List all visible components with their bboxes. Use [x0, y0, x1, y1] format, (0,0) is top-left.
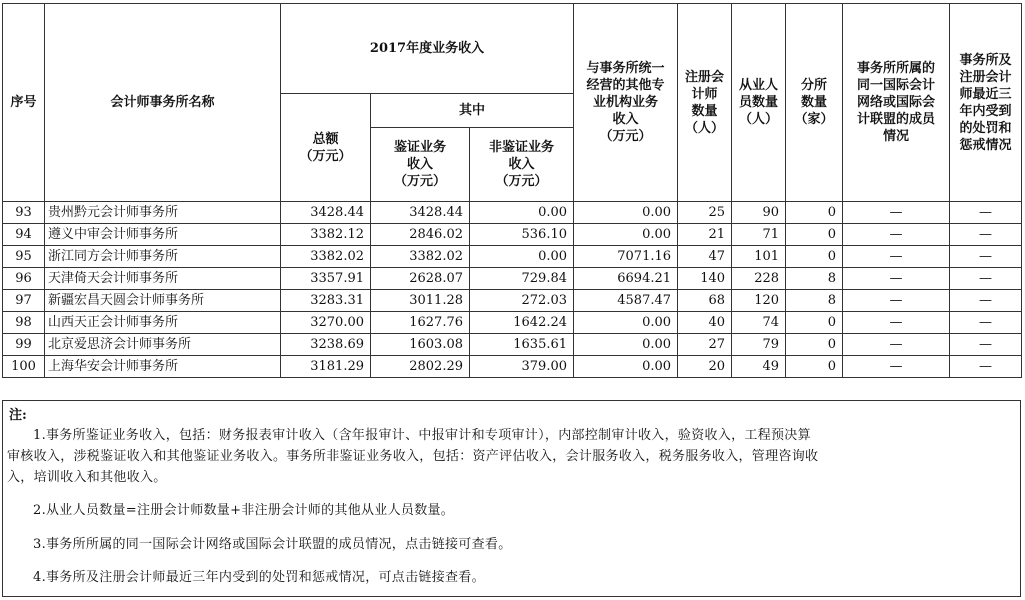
cell-firm-name: 浙江同方会计师事务所 [45, 246, 281, 268]
cell-firm-name: 上海华安会计师事务所 [45, 356, 281, 378]
header-total: 总额 （万元） [281, 94, 371, 202]
cell-cpa-count: 25 [678, 202, 732, 224]
cell-firm-name: 北京爱思济会计师事务所 [45, 334, 281, 356]
cell-other-income: 0.00 [574, 312, 678, 334]
cell-assurance: 1603.08 [371, 334, 470, 356]
table-row [3, 334, 1022, 356]
cell-other-income: 0.00 [574, 202, 678, 224]
cell-non-assurance: 536.10 [470, 224, 574, 246]
table-row [3, 290, 1022, 312]
note-4: 4.事务所及注册会计师最近三年内受到的处罚和惩戒情况，可点击链接查看。 [33, 570, 485, 585]
cell-non-assurance: 379.00 [470, 356, 574, 378]
cell-intl-network-link[interactable]: — [843, 312, 950, 334]
cell-staff-count: 79 [732, 334, 786, 356]
cell-cpa-count: 47 [678, 246, 732, 268]
cell-intl-network-link[interactable]: — [843, 356, 950, 378]
cell-total: 3382.12 [281, 224, 371, 246]
cell-assurance: 3428.44 [371, 202, 470, 224]
note-3: 3.事务所所属的同一国际会计网络或国际会计联盟的成员情况，点击链接可查看。 [33, 537, 512, 552]
cell-assurance: 3382.02 [371, 246, 470, 268]
cell-total: 3238.69 [281, 334, 371, 356]
cell-firm-name: 天津倚天会计师事务所 [45, 268, 281, 290]
cell-other-income: 0.00 [574, 334, 678, 356]
cell-penalties-link[interactable]: — [950, 290, 1022, 312]
cell-seq: 95 [3, 246, 45, 268]
table-row [3, 224, 1022, 246]
header-cpa-count: 注册会 计师 数量 （人） [678, 4, 732, 202]
cell-non-assurance: 0.00 [470, 202, 574, 224]
cell-penalties-link[interactable]: — [950, 268, 1022, 290]
cell-non-assurance: 1635.61 [470, 334, 574, 356]
cell-staff-count: 74 [732, 312, 786, 334]
header-firm-name: 会计师事务所名称 [45, 4, 281, 202]
cell-intl-network-link[interactable]: — [843, 202, 950, 224]
cell-firm-name: 新疆宏昌天圆会计师事务所 [45, 290, 281, 312]
header-assurance: 鉴证业务 收入 （万元） [371, 128, 470, 202]
cell-staff-count: 49 [732, 356, 786, 378]
notes-section [2, 400, 1021, 597]
cell-penalties-link[interactable]: — [950, 224, 1022, 246]
cell-intl-network-link[interactable]: — [843, 268, 950, 290]
cell-branch-count: 8 [786, 290, 843, 312]
cell-seq: 97 [3, 290, 45, 312]
cell-staff-count: 71 [732, 224, 786, 246]
cell-intl-network-link[interactable]: — [843, 246, 950, 268]
cell-staff-count: 90 [732, 202, 786, 224]
cell-non-assurance: 0.00 [470, 246, 574, 268]
cell-cpa-count: 21 [678, 224, 732, 246]
header-intl-network[interactable]: 事务所所属的 同一国际会计 网络或国际会 计联盟的成员 情况 [843, 4, 950, 202]
cell-intl-network-link[interactable]: — [843, 334, 950, 356]
header-non-assurance: 非鉴证业务 收入 （万元） [470, 128, 574, 202]
cell-other-income: 6694.21 [574, 268, 678, 290]
cell-total: 3270.00 [281, 312, 371, 334]
header-branch-count: 分所 数量 （家） [786, 4, 843, 202]
cell-seq: 93 [3, 202, 45, 224]
cell-total: 3382.02 [281, 246, 371, 268]
note-1-line-3: 入，培训收入和其他收入。 [7, 470, 167, 485]
cell-intl-network-link[interactable]: — [843, 290, 950, 312]
cell-penalties-link[interactable]: — [950, 246, 1022, 268]
cell-intl-network-link[interactable]: — [843, 224, 950, 246]
cell-branch-count: 0 [786, 224, 843, 246]
cell-staff-count: 120 [732, 290, 786, 312]
notes-label: 注: [9, 408, 27, 423]
cell-assurance: 3011.28 [371, 290, 470, 312]
table-row [3, 312, 1022, 334]
cell-non-assurance: 1642.24 [470, 312, 574, 334]
cell-assurance: 2846.02 [371, 224, 470, 246]
cell-other-income: 0.00 [574, 356, 678, 378]
table-row [3, 356, 1022, 378]
cell-assurance: 2628.07 [371, 268, 470, 290]
cell-seq: 94 [3, 224, 45, 246]
cell-branch-count: 0 [786, 202, 843, 224]
cell-cpa-count: 68 [678, 290, 732, 312]
cell-cpa-count: 27 [678, 334, 732, 356]
cell-staff-count: 228 [732, 268, 786, 290]
cell-cpa-count: 40 [678, 312, 732, 334]
cell-penalties-link[interactable]: — [950, 312, 1022, 334]
cell-penalties-link[interactable]: — [950, 356, 1022, 378]
cell-seq: 99 [3, 334, 45, 356]
header-staff-count: 从业人 员数量 （人） [732, 4, 786, 202]
cell-firm-name: 山西天正会计师事务所 [45, 312, 281, 334]
cell-firm-name: 遵义中审会计师事务所 [45, 224, 281, 246]
cell-total: 3428.44 [281, 202, 371, 224]
cell-non-assurance: 729.84 [470, 268, 574, 290]
header-penalties[interactable]: 事务所及 注册会计 师最近三 年内受到 的处罚和 惩戒情况 [950, 4, 1022, 202]
cell-non-assurance: 272.03 [470, 290, 574, 312]
note-1-line-2: 审核收入，涉税鉴证收入和其他鉴证业务收入。事务所非鉴证业务收入，包括：资产评估收入，会计服务收入，税务服务收入，管理咨询收 [7, 449, 819, 464]
cell-seq: 96 [3, 268, 45, 290]
cell-other-income: 4587.47 [574, 290, 678, 312]
table-row [3, 268, 1022, 290]
cell-penalties-link[interactable]: — [950, 334, 1022, 356]
cell-cpa-count: 140 [678, 268, 732, 290]
cell-other-income: 0.00 [574, 224, 678, 246]
cell-branch-count: 0 [786, 312, 843, 334]
firm-income-table [2, 3, 1022, 378]
cell-branch-count: 0 [786, 246, 843, 268]
header-seq: 序号 [3, 4, 45, 202]
cell-assurance: 2802.29 [371, 356, 470, 378]
cell-total: 3357.91 [281, 268, 371, 290]
cell-seq: 98 [3, 312, 45, 334]
table-row [3, 246, 1022, 268]
cell-assurance: 1627.76 [371, 312, 470, 334]
note-1-line-1: 1.事务所鉴证业务收入，包括：财务报表审计收入（含年报审计、中报审计和专项审计），内部控制审计收入，验资收入，工程预决算 [33, 428, 811, 443]
cell-branch-count: 0 [786, 334, 843, 356]
cell-total: 3283.31 [281, 290, 371, 312]
cell-branch-count: 0 [786, 356, 843, 378]
cell-penalties-link[interactable]: — [950, 202, 1022, 224]
cell-total: 3181.29 [281, 356, 371, 378]
cell-firm-name: 贵州黔元会计师事务所 [45, 202, 281, 224]
table-row [3, 202, 1022, 224]
cell-branch-count: 8 [786, 268, 843, 290]
header-income-2017: 2017年度业务收入 [281, 4, 574, 94]
cell-seq: 100 [3, 356, 45, 378]
header-of-which: 其中 [371, 94, 574, 128]
cell-cpa-count: 20 [678, 356, 732, 378]
note-2: 2.从业人员数量=注册会计师数量+非注册会计师的其他从业人员数量。 [33, 503, 455, 518]
cell-staff-count: 101 [732, 246, 786, 268]
header-other-income: 与事务所统一 经营的其他专 业机构业务 收入 （万元） [574, 4, 678, 202]
cell-other-income: 7071.16 [574, 246, 678, 268]
